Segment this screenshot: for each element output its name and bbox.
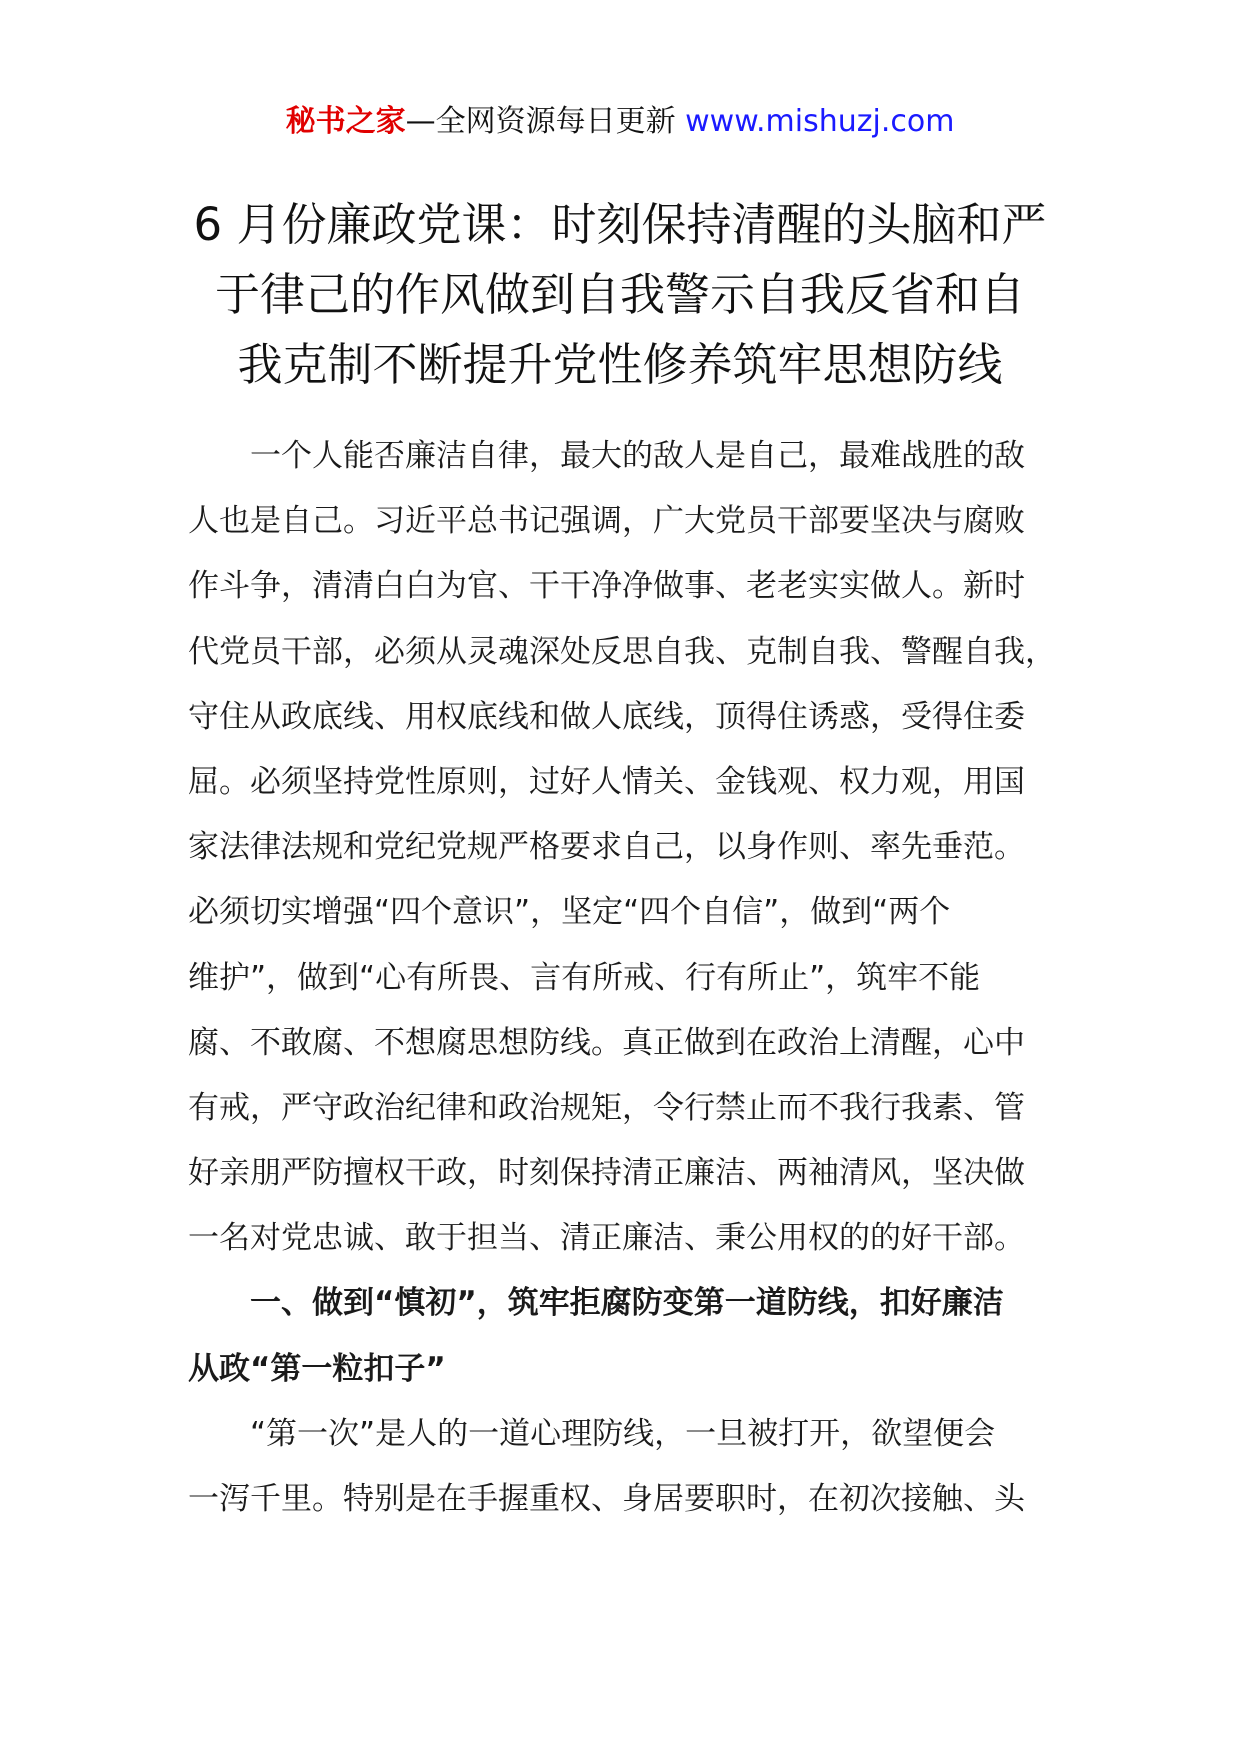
title-line: 我克制不断提升党性修养筑牢思想防线 [237, 338, 1003, 391]
section-heading-line: 从政“第一粒扣子” [188, 1350, 446, 1387]
title-line: 于律己的作风做到自我警示自我反省和自 [214, 268, 1025, 321]
site-header [0, 102, 1240, 142]
site-url-link[interactable]: www.mishuzj.com [685, 104, 955, 139]
document-body [188, 424, 1078, 1532]
body-line: 腐、不敢腐、不想腐思想防线。真正做到在政治上清醒，心中 [188, 1024, 1025, 1061]
section-heading-line: 一、做到“慎初”，筑牢拒腐防变第一道防线，扣好廉洁 [250, 1285, 1004, 1322]
body-line: 有戒，严守政治纪律和政治规矩，令行禁止而不我行我素、管 [188, 1089, 1025, 1126]
body-line: 作斗争，清清白白为官、干干净净做事、老老实实做人。新时 [188, 568, 1025, 605]
body-line: 一泻千里。特别是在手握重权、身居要职时，在初次接触、头 [188, 1481, 1025, 1517]
body-line: 守住从政底线、用权底线和做人底线，顶得住诱惑，受得住委 [188, 698, 1025, 735]
header-slogan: —全网资源每日更新 [405, 104, 676, 139]
body-line: 维护”，做到“心有所畏、言有所戒、行有所止”，筑牢不能 [188, 959, 981, 996]
title-line: 6 月份廉政党课：时刻保持清醒的头脑和严 [193, 198, 1047, 251]
body-line: 屈。必须坚持党性原则，过好人情关、金钱观、权力观，用国 [188, 763, 1025, 800]
body-line: 好亲朋严防擅权干政，时刻保持清正廉洁、两袖清风，坚决做 [188, 1155, 1025, 1192]
body-line: “第一次”是人的一道心理防线，一旦被打开，欲望便会 [250, 1415, 996, 1452]
body-line: 必须切实增强“四个意识”，坚定“四个自信”，做到“两个 [188, 894, 951, 931]
body-line: 代党员干部，必须从灵魂深处反思自我、克制自我、警醒自我， [188, 633, 1056, 670]
brand-name: 秘书之家 [285, 104, 406, 139]
body-line: 一名对党忠诚、敢于担当、清正廉洁、秉公用权的的好干部。 [188, 1220, 1025, 1257]
body-line: 一个人能否廉洁自律，最大的敌人是自己，最难战胜的敌 [250, 438, 1025, 474]
body-line: 家法律法规和党纪党规严格要求自己，以身作则、率先垂范。 [188, 829, 1025, 866]
document-title [160, 190, 1080, 400]
body-line: 人也是自己。习近平总书记强调，广大党员干部要坚决与腐败 [188, 503, 1025, 540]
